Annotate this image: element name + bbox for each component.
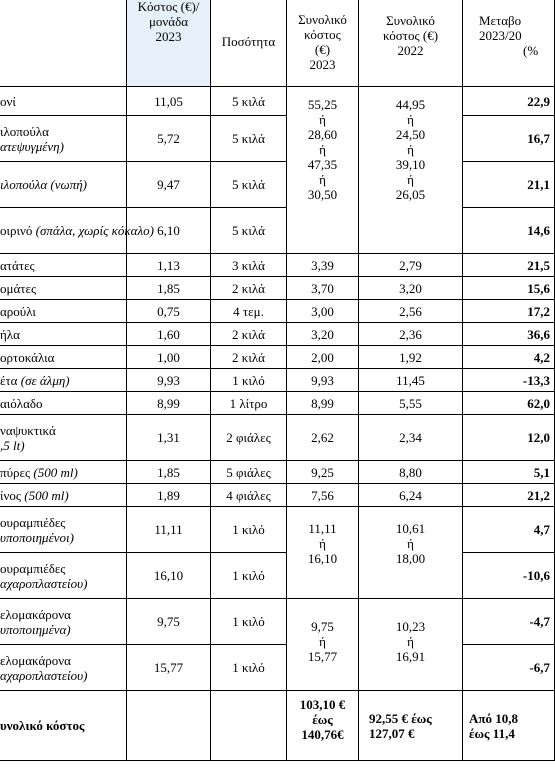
table-row <box>0 645 555 691</box>
unit-cost: 11,05 <box>127 87 211 116</box>
quantity: 5 κιλά <box>211 87 287 116</box>
unit-cost: 16,10 <box>127 553 211 599</box>
table-row <box>0 254 555 277</box>
change-percent: 4,7 <box>463 507 555 553</box>
quantity: 1 κιλό <box>211 369 287 392</box>
total-2022: 5,55 <box>359 392 463 415</box>
unit-cost: 1,31 <box>127 415 211 461</box>
quantity: 1 κιλό <box>211 507 287 553</box>
table-row <box>0 599 555 645</box>
unit-cost: 1,13 <box>127 254 211 277</box>
total-empty-unit <box>127 691 211 761</box>
unit-cost: 8,99 <box>127 392 211 415</box>
quantity: 2 φιάλες <box>211 415 287 461</box>
total-2022: 2,36 <box>359 323 463 346</box>
table-row <box>0 369 555 392</box>
total-2022: 2,34 <box>359 415 463 461</box>
merged-total-2023-meat: 55,25 ή 28,60 ή 47,35 ή 30,50 <box>287 87 359 254</box>
product-name: ίνος (500 ml) <box>0 484 127 507</box>
table-row <box>0 162 555 208</box>
header-quantity: Ποσότητα <box>211 0 287 87</box>
change-percent: 21,1 <box>463 162 555 208</box>
quantity: 2 κιλά <box>211 346 287 369</box>
change-percent: 14,6 <box>463 208 555 254</box>
table-row <box>0 392 555 415</box>
table-row <box>0 415 555 461</box>
quantity: 3 κιλά <box>211 254 287 277</box>
product-name: έτα (σε άλμη) <box>0 369 127 392</box>
total-label: υνολικό κόστος <box>0 691 127 761</box>
quantity: 4 τεμ. <box>211 300 287 323</box>
change-percent: 15,6 <box>463 277 555 300</box>
product-name: ατάτες <box>0 254 127 277</box>
merged-total-2023-kourabiedes: 11,11 ή 16,10 <box>287 507 359 599</box>
product-name: ορτοκάλια <box>0 346 127 369</box>
table-row <box>0 484 555 507</box>
unit-cost: 0,75 <box>127 300 211 323</box>
total-2023: 2,00 <box>287 346 359 369</box>
table-row <box>0 553 555 599</box>
header-total-2022: Συνολικό κόστος (€) 2022 <box>359 0 463 87</box>
change-percent: 21,2 <box>463 484 555 507</box>
change-percent: -13,3 <box>463 369 555 392</box>
total-2022: 1,92 <box>359 346 463 369</box>
quantity: 2 κιλά <box>211 277 287 300</box>
merged-total-2022-melomakarona: 10,23 ή 16,91 <box>359 599 463 691</box>
total-2022: 8,80 <box>359 461 463 484</box>
unit-cost: 1,85 <box>127 461 211 484</box>
product-name: αρούλι <box>0 300 127 323</box>
product-name: ονί <box>0 87 127 116</box>
change-percent: 21,5 <box>463 254 555 277</box>
total-2023: 3,70 <box>287 277 359 300</box>
product-name: ομάτες <box>0 277 127 300</box>
product-name: ελομακάρονα υποποιημένα) <box>0 599 127 645</box>
product-name: ιλοπούλα ατεψυγμένη) <box>0 116 127 162</box>
change-percent: -6,7 <box>463 645 555 691</box>
total-row <box>0 691 555 761</box>
header-row <box>0 0 555 87</box>
total-2023: 103,10 € έως 140,76€ <box>287 691 359 761</box>
total-2023: 9,93 <box>287 369 359 392</box>
header-total-2023: Συνολικό κόστος (€) 2023 <box>287 0 359 87</box>
unit-cost: 6,10 <box>127 208 211 254</box>
unit-cost: 1,89 <box>127 484 211 507</box>
change-percent: 5,1 <box>463 461 555 484</box>
quantity: 5 κιλά <box>211 162 287 208</box>
merged-total-2023-melomakarona: 9,75 ή 15,77 <box>287 599 359 691</box>
unit-cost: 15,77 <box>127 645 211 691</box>
total-2023: 3,20 <box>287 323 359 346</box>
total-empty-qty <box>211 691 287 761</box>
total-2022: 6,24 <box>359 484 463 507</box>
quantity: 5 φιάλες <box>211 461 287 484</box>
product-name: αιόλαδο <box>0 392 127 415</box>
quantity: 1 λίτρο <box>211 392 287 415</box>
total-2023: 2,62 <box>287 415 359 461</box>
unit-cost: 9,93 <box>127 369 211 392</box>
product-name: πύρες (500 ml) <box>0 461 127 484</box>
change-percent: 22,9 <box>463 87 555 116</box>
unit-cost: 1,85 <box>127 277 211 300</box>
product-name: ιλοπούλα (νωπή) <box>0 162 127 208</box>
unit-cost: 9,75 <box>127 599 211 645</box>
change-percent: 17,2 <box>463 300 555 323</box>
unit-cost: 9,47 <box>127 162 211 208</box>
table-row <box>0 208 555 254</box>
total-2022: 92,55 € έως 127,07 € <box>359 691 463 761</box>
table-row <box>0 116 555 162</box>
quantity: 4 φιάλες <box>211 484 287 507</box>
change-percent: 36,6 <box>463 323 555 346</box>
change-percent: 62,0 <box>463 392 555 415</box>
total-change: Από 10,8 έως 11,4 <box>463 691 555 761</box>
product-name: ήλα <box>0 323 127 346</box>
quantity: 1 κιλό <box>211 645 287 691</box>
merged-total-2022-meat: 44,95 ή 24,50 ή 39,10 ή 26,05 <box>359 87 463 254</box>
unit-cost: 5,72 <box>127 116 211 162</box>
quantity: 5 κιλά <box>211 116 287 162</box>
table-row <box>0 461 555 484</box>
total-2022: 2,56 <box>359 300 463 323</box>
product-name: ουραμπιέδες υποποιημένοι) <box>0 507 127 553</box>
unit-cost: 1,00 <box>127 346 211 369</box>
unit-cost: 11,11 <box>127 507 211 553</box>
table-row <box>0 277 555 300</box>
change-percent: -4,7 <box>463 599 555 645</box>
quantity: 2 κιλά <box>211 323 287 346</box>
merged-total-2022-kourabiedes: 10,61 ή 18,00 <box>359 507 463 599</box>
total-2022: 3,20 <box>359 277 463 300</box>
table-row <box>0 346 555 369</box>
total-2023: 3,00 <box>287 300 359 323</box>
table-row <box>0 300 555 323</box>
header-unit-cost: Κόστος (€)/ μονάδα 2023 <box>127 0 211 87</box>
table-row <box>0 323 555 346</box>
table-row <box>0 87 555 116</box>
quantity: 1 κιλό <box>211 553 287 599</box>
change-percent: 16,7 <box>463 116 555 162</box>
total-2023: 7,56 <box>287 484 359 507</box>
total-2023: 3,39 <box>287 254 359 277</box>
change-percent: -10,6 <box>463 553 555 599</box>
header-product <box>0 0 127 87</box>
quantity: 1 κιλό <box>211 599 287 645</box>
change-percent: 12,0 <box>463 415 555 461</box>
change-percent: 4,2 <box>463 346 555 369</box>
total-2022: 11,45 <box>359 369 463 392</box>
total-2023: 9,25 <box>287 461 359 484</box>
product-name: οιρινό (σπάλα, χωρίς κόκαλο) <box>0 208 127 254</box>
product-name: ναψυκτικά ,5 lt) <box>0 415 127 461</box>
header-change: Μεταβο 2023/20 (% <box>463 0 555 87</box>
total-2023: 8,99 <box>287 392 359 415</box>
product-name: ελομακάρονα αχαροπλαστείου) <box>0 645 127 691</box>
unit-cost: 1,60 <box>127 323 211 346</box>
total-2022: 2,79 <box>359 254 463 277</box>
quantity: 5 κιλά <box>211 208 287 254</box>
table-row <box>0 507 555 553</box>
product-name: ουραμπιέδες αχαροπλαστείου) <box>0 553 127 599</box>
